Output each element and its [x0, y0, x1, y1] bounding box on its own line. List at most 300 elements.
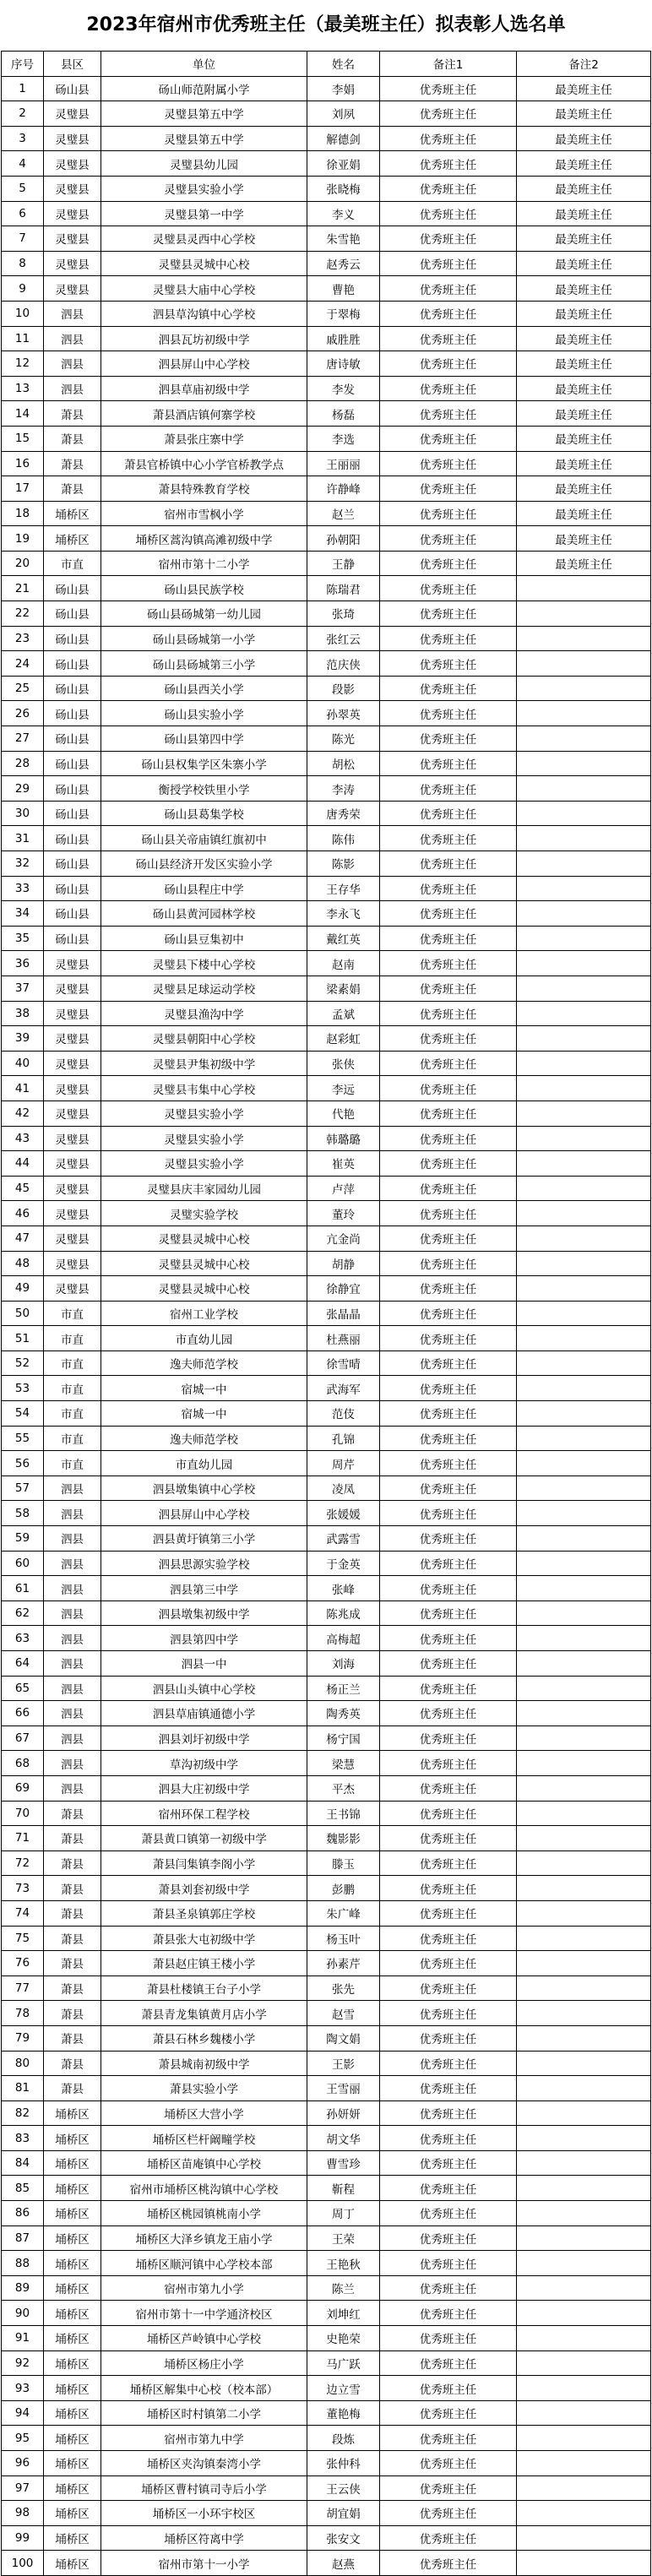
cell-remark-2 — [517, 926, 651, 951]
cell-remark-1: 优秀班主任 — [380, 801, 517, 826]
table-row — [2, 1350, 651, 1376]
cell-remark-1: 优秀班主任 — [380, 876, 517, 901]
cell-remark-1: 优秀班主任 — [380, 1951, 517, 1976]
cell-remark-2 — [517, 2051, 651, 2076]
table-row — [2, 1551, 651, 1576]
cell-county: 灵璧县 — [44, 226, 101, 252]
cell-county: 砀山县 — [44, 801, 101, 826]
cell-unit: 埇桥区大泽乡镇龙王庙小学 — [101, 2225, 307, 2251]
cell-name: 段影 — [307, 676, 380, 701]
table-row — [2, 1626, 651, 1651]
cell-index: 76 — [2, 1951, 44, 1976]
cell-index: 68 — [2, 1751, 44, 1776]
table-row — [2, 1876, 651, 1901]
cell-remark-1: 优秀班主任 — [380, 1900, 517, 1926]
cell-remark-1: 优秀班主任 — [380, 1451, 517, 1476]
cell-county: 砀山县 — [44, 776, 101, 802]
table-row — [2, 801, 651, 826]
table-row — [2, 2025, 651, 2051]
cell-index: 93 — [2, 2376, 44, 2401]
cell-name: 赵彩虹 — [307, 1026, 380, 1052]
cell-index: 4 — [2, 151, 44, 177]
cell-county: 埇桥区 — [44, 2100, 101, 2126]
table-row — [2, 1676, 651, 1701]
table-row — [2, 1526, 651, 1552]
cell-index: 47 — [2, 1226, 44, 1251]
cell-county: 泗县 — [44, 301, 101, 326]
cell-county: 灵璧县 — [44, 1001, 101, 1026]
cell-name: 崔英 — [307, 1151, 380, 1177]
cell-name: 王艳秋 — [307, 2251, 380, 2276]
cell-name: 孟斌 — [307, 1001, 380, 1026]
cell-unit: 砀山县葛集学校 — [101, 801, 307, 826]
cell-county: 砀山县 — [44, 651, 101, 677]
cell-unit: 埇桥区夹沟镇秦湾小学 — [101, 2451, 307, 2476]
cell-remark-1: 优秀班主任 — [380, 1051, 517, 1076]
cell-name: 孙妍妍 — [307, 2100, 380, 2126]
cell-name: 史艳荣 — [307, 2326, 380, 2351]
cell-county: 泗县 — [44, 1551, 101, 1576]
cell-unit: 萧县杜楼镇王台子小学 — [101, 1975, 307, 2001]
cell-remark-1: 优秀班主任 — [380, 1975, 517, 2001]
cell-county: 砀山县 — [44, 76, 101, 101]
cell-remark-2 — [517, 951, 651, 976]
cell-remark-2 — [517, 1526, 651, 1552]
table-row — [2, 2100, 651, 2126]
table-row — [2, 1001, 651, 1026]
cell-remark-2 — [517, 1725, 651, 1751]
cell-remark-1: 优秀班主任 — [380, 601, 517, 627]
cell-unit: 宿州市第九中学 — [101, 2426, 307, 2451]
cell-index: 89 — [2, 2275, 44, 2301]
cell-remark-1: 优秀班主任 — [380, 1126, 517, 1151]
cell-index: 36 — [2, 951, 44, 976]
cell-index: 61 — [2, 1576, 44, 1601]
cell-name: 李娟 — [307, 76, 380, 101]
cell-name: 胡静 — [307, 1251, 380, 1276]
cell-name: 梁素娟 — [307, 976, 380, 1001]
cell-name: 戚胜胜 — [307, 326, 380, 351]
cell-remark-1: 优秀班主任 — [380, 1376, 517, 1401]
cell-remark-2 — [517, 701, 651, 726]
cell-name: 赵雪 — [307, 2001, 380, 2026]
cell-remark-1: 优秀班主任 — [380, 1801, 517, 1826]
cell-remark-2 — [517, 1475, 651, 1501]
table-row — [2, 2400, 651, 2426]
cell-remark-1: 优秀班主任 — [380, 326, 517, 351]
cell-remark-2 — [517, 1626, 651, 1651]
cell-name: 李永飞 — [307, 901, 380, 927]
cell-remark-2: 最美班主任 — [517, 351, 651, 377]
cell-name: 段炼 — [307, 2426, 380, 2451]
cell-index: 100 — [2, 2551, 44, 2576]
cell-unit: 泗县第三中学 — [101, 1576, 307, 1601]
cell-remark-2 — [517, 1651, 651, 1677]
cell-index: 13 — [2, 376, 44, 401]
cell-county: 泗县 — [44, 1651, 101, 1677]
cell-remark-2: 最美班主任 — [517, 451, 651, 476]
cell-remark-2 — [517, 2400, 651, 2426]
cell-name: 王荣 — [307, 2225, 380, 2251]
cell-unit: 宿州市第十一中学通济校区 — [101, 2301, 307, 2326]
cell-unit: 埇桥区符离中学 — [101, 2525, 307, 2551]
cell-remark-1: 优秀班主任 — [380, 526, 517, 552]
cell-name: 卢萍 — [307, 1176, 380, 1201]
cell-name: 张红云 — [307, 626, 380, 651]
cell-unit: 泗县大庄初级中学 — [101, 1775, 307, 1801]
cell-name: 王雪丽 — [307, 2076, 380, 2101]
table-row — [2, 1101, 651, 1126]
cell-remark-2 — [517, 1401, 651, 1427]
cell-county: 灵璧县 — [44, 276, 101, 302]
cell-index: 43 — [2, 1126, 44, 1151]
cell-unit: 灵璧县朝阳中心学校 — [101, 1026, 307, 1052]
cell-name: 陈兆成 — [307, 1600, 380, 1626]
cell-name: 解德剑 — [307, 126, 380, 151]
cell-remark-2: 最美班主任 — [517, 376, 651, 401]
cell-remark-1: 优秀班主任 — [380, 1251, 517, 1276]
table-row — [2, 2201, 651, 2226]
cell-name: 曹艳 — [307, 276, 380, 302]
cell-unit: 萧县城南初级中学 — [101, 2051, 307, 2076]
table-row — [2, 1725, 651, 1751]
cell-remark-2: 最美班主任 — [517, 201, 651, 226]
cell-unit: 灵璧县幼儿园 — [101, 151, 307, 177]
cell-remark-2: 最美班主任 — [517, 251, 651, 276]
cell-county: 埇桥区 — [44, 2201, 101, 2226]
table-row — [2, 1276, 651, 1302]
cell-index: 70 — [2, 1801, 44, 1826]
table-row — [2, 376, 651, 401]
cell-county: 市直 — [44, 1350, 101, 1376]
cell-index: 72 — [2, 1850, 44, 1876]
cell-county: 灵璧县 — [44, 1101, 101, 1126]
table-row — [2, 851, 651, 877]
cell-remark-2 — [517, 751, 651, 776]
cell-unit: 灵璧县灵城中心校 — [101, 1226, 307, 1251]
cell-remark-2 — [517, 2426, 651, 2451]
cell-remark-1: 优秀班主任 — [380, 401, 517, 427]
cell-index: 78 — [2, 2001, 44, 2026]
cell-unit: 砀山县砀城第三小学 — [101, 651, 307, 677]
cell-county: 砀山县 — [44, 826, 101, 851]
cell-remark-1: 优秀班主任 — [380, 2551, 517, 2576]
cell-remark-1: 优秀班主任 — [380, 2100, 517, 2126]
cell-index: 50 — [2, 1301, 44, 1326]
cell-name: 彭鹏 — [307, 1876, 380, 1901]
cell-remark-2 — [517, 901, 651, 927]
cell-name: 王静 — [307, 551, 380, 576]
cell-county: 萧县 — [44, 2025, 101, 2051]
cell-index: 87 — [2, 2225, 44, 2251]
cell-county: 灵璧县 — [44, 1276, 101, 1302]
cell-name: 戴红英 — [307, 926, 380, 951]
cell-remark-1: 优秀班主任 — [380, 201, 517, 226]
cell-county: 灵璧县 — [44, 976, 101, 1001]
cell-remark-1: 优秀班主任 — [380, 501, 517, 526]
cell-name: 孙朝阳 — [307, 526, 380, 552]
table-row — [2, 1426, 651, 1451]
cell-name: 张仲科 — [307, 2451, 380, 2476]
cell-name: 刘夙 — [307, 101, 380, 127]
cell-name: 陶秀英 — [307, 1701, 380, 1726]
cell-unit: 埇桥区桃园镇桃南小学 — [101, 2201, 307, 2226]
cell-county: 埇桥区 — [44, 2350, 101, 2376]
cell-name: 高梅超 — [307, 1626, 380, 1651]
cell-name: 徐雪晴 — [307, 1350, 380, 1376]
cell-remark-1: 优秀班主任 — [380, 1626, 517, 1651]
cell-unit: 砀山县经济开发区实验小学 — [101, 851, 307, 877]
cell-unit: 灵璧县第五中学 — [101, 126, 307, 151]
cell-index: 57 — [2, 1475, 44, 1501]
cell-remark-1: 优秀班主任 — [380, 351, 517, 377]
cell-index: 22 — [2, 601, 44, 627]
cell-remark-1: 优秀班主任 — [380, 1926, 517, 1951]
cell-remark-1: 优秀班主任 — [380, 901, 517, 927]
cell-index: 91 — [2, 2326, 44, 2351]
cell-unit: 埇桥区杨庄小学 — [101, 2350, 307, 2376]
cell-name: 赵兰 — [307, 501, 380, 526]
cell-unit: 萧县酒店镇何寨学校 — [101, 401, 307, 427]
table-row — [2, 501, 651, 526]
cell-remark-1: 优秀班主任 — [380, 1276, 517, 1302]
cell-remark-2: 最美班主任 — [517, 501, 651, 526]
table-row — [2, 2126, 651, 2151]
cell-index: 80 — [2, 2051, 44, 2076]
table-row — [2, 601, 651, 627]
cell-county: 市直 — [44, 1301, 101, 1326]
cell-remark-2: 最美班主任 — [517, 401, 651, 427]
cell-name: 赵燕 — [307, 2551, 380, 2576]
cell-remark-1: 优秀班主任 — [380, 651, 517, 677]
cell-index: 44 — [2, 1151, 44, 1177]
cell-unit: 泗县墩集初级中学 — [101, 1600, 307, 1626]
cell-index: 73 — [2, 1876, 44, 1901]
cell-remark-2 — [517, 2001, 651, 2026]
cell-name: 李远 — [307, 1076, 380, 1101]
cell-name: 董玲 — [307, 1201, 380, 1226]
cell-index: 35 — [2, 926, 44, 951]
table-row — [2, 251, 651, 276]
cell-remark-2 — [517, 2025, 651, 2051]
cell-name: 刘海 — [307, 1651, 380, 1677]
cell-county: 埇桥区 — [44, 2501, 101, 2526]
cell-index: 85 — [2, 2176, 44, 2201]
cell-name: 于金英 — [307, 1551, 380, 1576]
cell-remark-1: 优秀班主任 — [380, 551, 517, 576]
cell-unit: 砀山县民族学校 — [101, 576, 307, 601]
cell-county: 埇桥区 — [44, 2376, 101, 2401]
cell-remark-2 — [517, 1376, 651, 1401]
cell-remark-1: 优秀班主任 — [380, 776, 517, 802]
cell-index: 7 — [2, 226, 44, 252]
cell-unit: 砀山县实验小学 — [101, 701, 307, 726]
cell-name: 马广跃 — [307, 2350, 380, 2376]
cell-remark-2 — [517, 2076, 651, 2101]
table-row — [2, 2451, 651, 2476]
cell-index: 75 — [2, 1926, 44, 1951]
cell-county: 萧县 — [44, 1900, 101, 1926]
cell-index: 77 — [2, 1975, 44, 2001]
cell-name: 赵南 — [307, 951, 380, 976]
cell-remark-2 — [517, 2225, 651, 2251]
cell-unit: 萧县圣泉镇郭庄学校 — [101, 1900, 307, 1926]
cell-remark-1: 优秀班主任 — [380, 1001, 517, 1026]
cell-remark-1: 优秀班主任 — [380, 126, 517, 151]
cell-name: 代艳 — [307, 1101, 380, 1126]
cell-unit: 灵璧县灵西中心学校 — [101, 226, 307, 252]
cell-name: 李义 — [307, 201, 380, 226]
table-row — [2, 2426, 651, 2451]
cell-index: 30 — [2, 801, 44, 826]
cell-unit: 萧县张庄寨中学 — [101, 426, 307, 451]
cell-remark-2 — [517, 1751, 651, 1776]
cell-county: 灵璧县 — [44, 1126, 101, 1151]
cell-name: 张峰 — [307, 1576, 380, 1601]
cell-name: 梁慧 — [307, 1751, 380, 1776]
table-row — [2, 1126, 651, 1151]
cell-name: 李选 — [307, 426, 380, 451]
cell-remark-2 — [517, 1026, 651, 1052]
cell-county: 灵璧县 — [44, 1251, 101, 1276]
cell-county: 泗县 — [44, 1475, 101, 1501]
cell-name: 张媛媛 — [307, 1501, 380, 1526]
cell-remark-2 — [517, 1276, 651, 1302]
cell-remark-2 — [517, 1975, 651, 2001]
cell-remark-1: 优秀班主任 — [380, 2201, 517, 2226]
cell-remark-1: 优秀班主任 — [380, 1775, 517, 1801]
cell-index: 20 — [2, 551, 44, 576]
cell-name: 于翠梅 — [307, 301, 380, 326]
table-row — [2, 1975, 651, 2001]
cell-index: 62 — [2, 1600, 44, 1626]
cell-county: 泗县 — [44, 1701, 101, 1726]
cell-unit: 灵璧县庆丰家园幼儿园 — [101, 1176, 307, 1201]
cell-county: 市直 — [44, 1326, 101, 1351]
cell-index: 88 — [2, 2251, 44, 2276]
cell-remark-1: 优秀班主任 — [380, 751, 517, 776]
cell-unit: 砀山县砀城第一幼儿园 — [101, 601, 307, 627]
cell-remark-1: 优秀班主任 — [380, 2451, 517, 2476]
cell-unit: 逸夫师范学校 — [101, 1426, 307, 1451]
cell-unit: 宿州市第十一小学 — [101, 2551, 307, 2576]
cell-county: 砀山县 — [44, 601, 101, 627]
cell-index: 98 — [2, 2501, 44, 2526]
cell-unit: 砀山县砀城第一小学 — [101, 626, 307, 651]
cell-unit: 萧县张大屯初级中学 — [101, 1926, 307, 1951]
cell-remark-2 — [517, 1301, 651, 1326]
cell-unit: 埇桥区大营小学 — [101, 2100, 307, 2126]
table-row — [2, 2376, 651, 2401]
cell-name: 杨玉叶 — [307, 1926, 380, 1951]
cell-county: 埇桥区 — [44, 2150, 101, 2176]
cell-remark-1: 优秀班主任 — [380, 1676, 517, 1701]
cell-unit: 灵璧县尹集初级中学 — [101, 1051, 307, 1076]
cell-name: 孙翠英 — [307, 701, 380, 726]
cell-county: 泗县 — [44, 376, 101, 401]
cell-index: 41 — [2, 1076, 44, 1101]
cell-remark-1: 优秀班主任 — [380, 851, 517, 877]
cell-remark-2 — [517, 2551, 651, 2576]
cell-index: 6 — [2, 201, 44, 226]
cell-remark-1: 优秀班主任 — [380, 1101, 517, 1126]
cell-county: 埇桥区 — [44, 2551, 101, 2576]
cell-county: 市直 — [44, 1451, 101, 1476]
cell-county: 灵璧县 — [44, 1176, 101, 1201]
header-remark-2: 备注2 — [517, 52, 651, 77]
cell-county: 灵璧县 — [44, 126, 101, 151]
cell-index: 52 — [2, 1350, 44, 1376]
table-row — [2, 151, 651, 177]
cell-index: 8 — [2, 251, 44, 276]
cell-unit: 灵璧实验学校 — [101, 1201, 307, 1226]
cell-unit: 市直幼儿园 — [101, 1451, 307, 1476]
cell-remark-1: 优秀班主任 — [380, 76, 517, 101]
cell-remark-2 — [517, 626, 651, 651]
cell-remark-1: 优秀班主任 — [380, 451, 517, 476]
cell-unit: 萧县石林乡魏楼小学 — [101, 2025, 307, 2051]
cell-name: 范伎 — [307, 1401, 380, 1427]
cell-unit: 灵璧县足球运动学校 — [101, 976, 307, 1001]
cell-remark-1: 优秀班主任 — [380, 426, 517, 451]
cell-index: 60 — [2, 1551, 44, 1576]
cell-county: 萧县 — [44, 2076, 101, 2101]
cell-index: 24 — [2, 651, 44, 677]
cell-remark-1: 优秀班主任 — [380, 2001, 517, 2026]
cell-unit: 萧县刘套初级中学 — [101, 1876, 307, 1901]
cell-unit: 泗县屏山中心学校 — [101, 1501, 307, 1526]
table-body — [2, 76, 651, 2575]
cell-unit: 草沟初级中学 — [101, 1751, 307, 1776]
cell-remark-2 — [517, 1600, 651, 1626]
cell-name: 张安文 — [307, 2525, 380, 2551]
cell-unit: 灵璧县第五中学 — [101, 101, 307, 127]
cell-remark-1: 优秀班主任 — [380, 1600, 517, 1626]
cell-remark-1: 优秀班主任 — [380, 1426, 517, 1451]
cell-index: 14 — [2, 401, 44, 427]
cell-index: 21 — [2, 576, 44, 601]
cell-county: 泗县 — [44, 1600, 101, 1626]
cell-unit: 灵璧县实验小学 — [101, 176, 307, 201]
cell-index: 3 — [2, 126, 44, 151]
table-row — [2, 401, 651, 427]
table-row — [2, 526, 651, 552]
cell-remark-2: 最美班主任 — [517, 76, 651, 101]
cell-index: 79 — [2, 2025, 44, 2051]
cell-unit: 萧县实验小学 — [101, 2076, 307, 2101]
table-row — [2, 1926, 651, 1951]
table-row — [2, 1576, 651, 1601]
cell-county: 灵璧县 — [44, 201, 101, 226]
cell-county: 埇桥区 — [44, 2426, 101, 2451]
cell-remark-2 — [517, 2150, 651, 2176]
table-row — [2, 426, 651, 451]
cell-county: 埇桥区 — [44, 2225, 101, 2251]
cell-remark-2 — [517, 1900, 651, 1926]
cell-remark-1: 优秀班主任 — [380, 1301, 517, 1326]
cell-name: 张侠 — [307, 1051, 380, 1076]
table-row — [2, 76, 651, 101]
cell-name: 曹雪珍 — [307, 2150, 380, 2176]
cell-remark-1: 优秀班主任 — [380, 1725, 517, 1751]
cell-name: 唐秀荣 — [307, 801, 380, 826]
cell-name: 赵秀云 — [307, 251, 380, 276]
cell-county: 埇桥区 — [44, 2251, 101, 2276]
cell-name: 魏影影 — [307, 1826, 380, 1851]
cell-index: 99 — [2, 2525, 44, 2551]
table-row — [2, 1701, 651, 1726]
cell-name: 胡宜娟 — [307, 2501, 380, 2526]
